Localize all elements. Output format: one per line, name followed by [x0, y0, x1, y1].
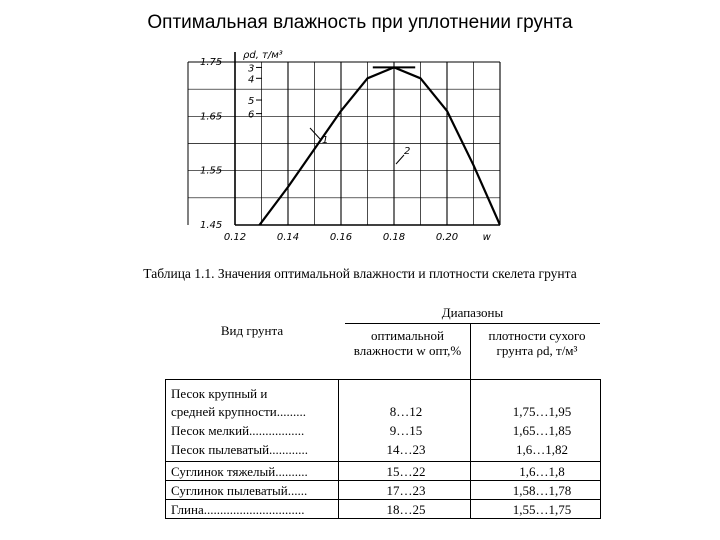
header-optimal-moisture: оптимальной влажности w опт,% — [353, 328, 462, 358]
soil-name: Песок крупный и — [171, 386, 268, 401]
x-tick-label: 0.14 — [276, 232, 300, 243]
soil-name: Песок пылеватый............ — [171, 442, 309, 457]
moisture-range: 17…23 — [386, 483, 426, 498]
annotation-leader-2 — [396, 155, 404, 164]
soil-name: средней крупности......... — [171, 404, 306, 419]
table-row — [168, 462, 600, 481]
moisture-range: 14…23 — [386, 442, 426, 457]
moisture-range: 18…25 — [386, 502, 426, 517]
table-left-border — [165, 379, 166, 519]
y-marker-label: 6 — [248, 109, 255, 121]
y-marker-label: 3 — [248, 63, 255, 75]
soil-name: Глина............................... — [171, 502, 305, 517]
table-row — [168, 481, 600, 500]
compaction-chart — [0, 0, 720, 260]
table-row — [168, 421, 600, 440]
table-row — [168, 500, 600, 519]
table-caption: Таблица 1.1. Значения оптимальной влажности и плотности скелета грунта — [143, 266, 577, 281]
moisture-range: 8…12 — [389, 404, 423, 419]
soil-name: Суглинок пылеватый...... — [171, 483, 308, 498]
annotation-leader-1 — [310, 128, 321, 140]
x-tick-label: 0.12 — [223, 232, 247, 243]
table-header-rule — [165, 379, 601, 380]
table-row — [168, 440, 600, 459]
header-ranges: Диапазоны — [441, 305, 504, 320]
table-row — [168, 402, 600, 421]
header-column-divider — [470, 323, 471, 380]
y-tick-label: 1.45 — [200, 220, 223, 231]
slide-title: Оптимальная влажность при уплотнении грунта — [147, 12, 573, 33]
annotation-2: 2 — [404, 146, 411, 157]
density-range: 1,6…1,8 — [519, 464, 565, 479]
chart-grid — [188, 52, 500, 225]
x-tick-label: w — [482, 232, 491, 243]
annotation-1: 1 — [322, 135, 329, 146]
moisture-range: 15…22 — [386, 464, 426, 479]
moisture-range: 9…15 — [389, 423, 423, 438]
x-tick-label: 0.20 — [435, 232, 459, 243]
header-divider — [345, 323, 600, 324]
x-tick-label: 0.16 — [329, 232, 353, 243]
chart-labels — [200, 50, 492, 243]
y-tick-label: 1.65 — [200, 111, 223, 123]
y-axis-label: ρd, т/м³ — [243, 50, 283, 61]
header-soil-type: Вид грунта — [220, 323, 284, 338]
y-tick-label: 1.55 — [200, 165, 223, 177]
density-range: 1,6…1,82 — [516, 442, 568, 457]
header-dry-density: плотности сухого грунта ρd, т/м³ — [488, 328, 586, 358]
table-right-border — [600, 379, 601, 519]
table-row — [168, 384, 600, 403]
density-range: 1,58…1,78 — [512, 483, 572, 498]
y-marker-label: 4 — [248, 74, 255, 86]
y-tick-label: 1.75 — [200, 57, 223, 68]
density-range: 1,65…1,85 — [512, 423, 572, 438]
density-range: 1,55…1,75 — [512, 502, 572, 517]
soil-name: Песок мелкий................. — [171, 423, 305, 438]
x-tick-label: 0.18 — [382, 232, 406, 243]
soil-name: Суглинок тяжелый.......... — [171, 464, 308, 479]
y-marker-label: 5 — [248, 96, 255, 108]
density-range: 1,75…1,95 — [512, 404, 572, 419]
